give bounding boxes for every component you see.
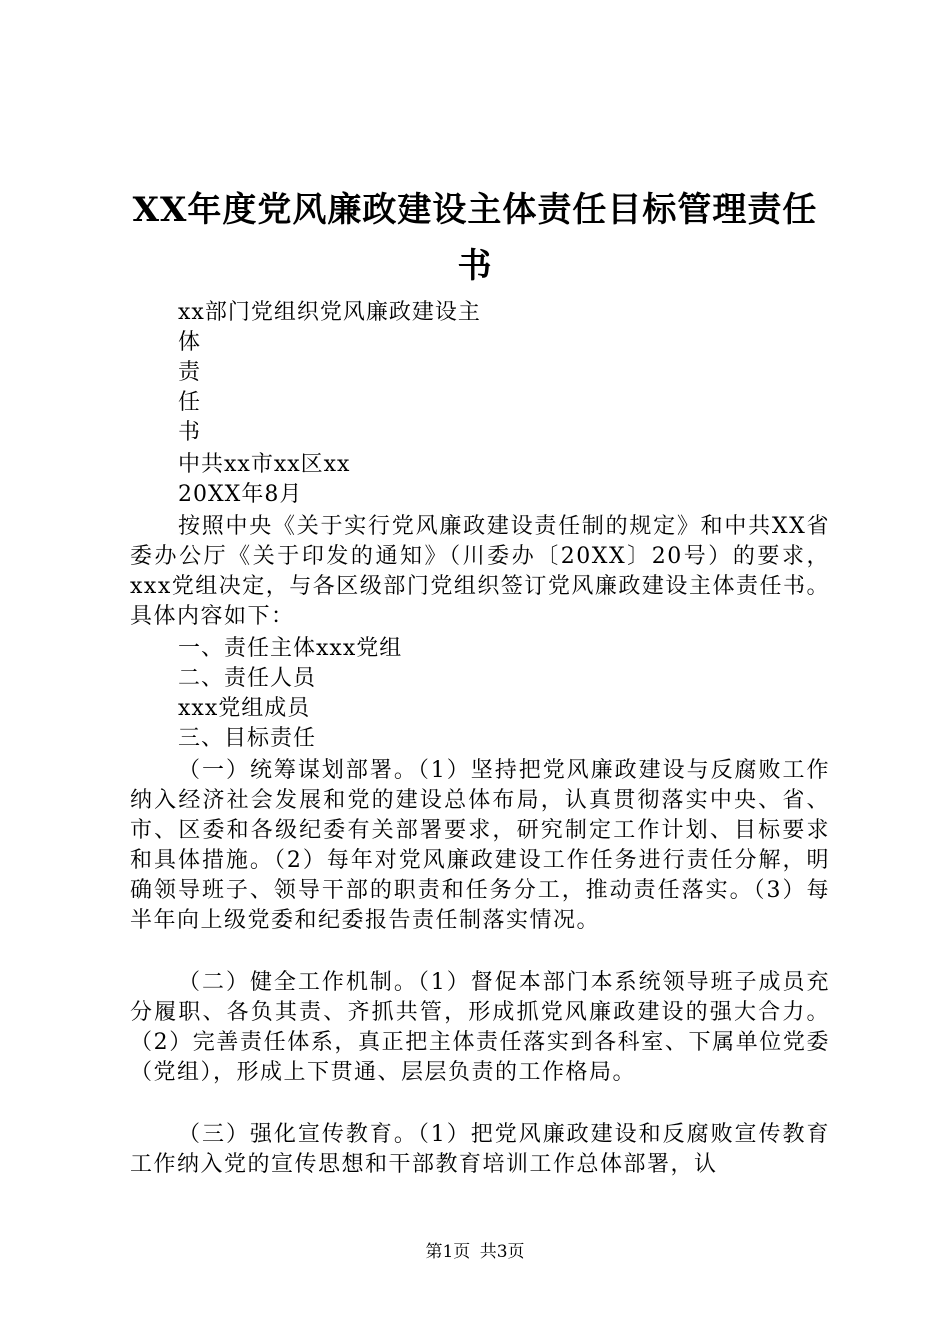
document-title-line2: 书 — [457, 246, 493, 286]
item-3-paragraph: （三）强化宣传教育。（1）把党风廉政建设和反腐败宣传教育工作纳入党的宣传思想和干部教育培训工作总体部署，认 — [130, 1122, 830, 1177]
header-line-ren: 任 — [178, 390, 202, 415]
header-line-ze: 责 — [178, 360, 202, 385]
section-3-heading: 三、目标责任 — [178, 726, 317, 751]
page-footer — [0, 1240, 950, 1264]
header-line-issuer: 中共xx市xx区xx — [178, 452, 351, 477]
item-2-paragraph: （二）健全工作机制。（1）督促本部门本系统领导班子成员充分履职、各负其责、齐抓共管，形成抓党风廉政建设的强大合力。（2）完善责任体系，真正把主体责任落实到各科室、下属单位党委（党组），形成上下贯通、层层负责的工作格局。 — [130, 970, 830, 1085]
header-line-ti: 体 — [178, 330, 202, 355]
header-line-date: 20XX年8月 — [178, 482, 303, 507]
item-1-paragraph: （一）统筹谋划部署。（1）坚持把党风廉政建设与反腐败工作纳入经济社会发展和党的建设总体布局，认真贯彻落实中央、省、市、区委和各级纪委有关部署要求，研究制定工作计划、目标要求和具体措施。（2）每年对党风廉政建设工作任务进行责任分解，明确领导班子、领导干部的职责和任务分工，推动责任落实。（3）每半年向上级党委和纪委报告责任制落实情况。 — [130, 758, 830, 933]
section-1-heading: 一、责任主体xxx党组 — [178, 636, 403, 661]
page-number-current: 第1页 — [425, 1242, 471, 1262]
document-title-line1: XX年度党风廉政建设主体责任目标管理责任 — [132, 190, 818, 230]
header-line-department: xx部门党组织党风廉政建设主 — [178, 300, 481, 325]
intro-paragraph: 按照中央《关于实行党风廉政建设责任制的规定》和中共XX省委办公厅《关于印发的通知》（川委办〔20XX〕20号）的要求，xxx党组决定，与各区级部门党组织签订党风廉政建设主体责任书。具体内容如下： — [130, 514, 830, 629]
header-line-shu: 书 — [178, 420, 202, 445]
section-2-value: xxx党组成员 — [178, 696, 311, 721]
section-2-heading: 二、责任人员 — [178, 666, 317, 691]
page-number-total: 共3页 — [479, 1242, 525, 1262]
